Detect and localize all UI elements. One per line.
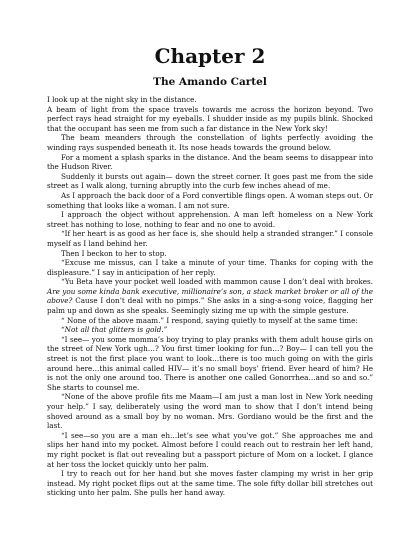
paragraph: “Excuse me missus, can I take a minute of your time. Thanks for coping with the displeasure.” I say in anticipation of her reply. [47, 258, 373, 277]
paragraph: The beam meanders through the constellation of lights perfectly avoiding the winding rays suspended beneath it. Its nose heads towards the ground below. [47, 133, 373, 152]
paragraph: “None of the above profile fits me Maam—I am just a man lost in New York needing your help.” I say, deliberately using the word man to show that I don’t intend being shoved around as a small boy by no woman. Mrs. Gordiano would be the first and the last. [47, 392, 373, 431]
paragraph: I try to reach out for her hand but she moves faster clamping my wrist in her grip instead. My right pocket flips out at the same time. The sole fifty dollar bill stretches out sticking unto her palm. She pulls her hand away. [47, 469, 373, 498]
paragraph-text: Cause I don’t deal with no pimps.” She asks in a sing-a-song voice, flagging her palm up and down as she speaks. Seemingly sizing me up with the simple gesture. [47, 296, 373, 316]
paragraph: Then I beckon to her to stop. [61, 248, 167, 258]
paragraph: “ None of the above maam.” I respond, saying quietly to myself at the same time: [61, 315, 358, 325]
chapter-title: Chapter 2 [154, 44, 266, 68]
paragraph: I approach the object without apprehension. A man left homeless on a New York street has nothing to lose, nothing to fear and no one to avoid. [47, 210, 373, 229]
paragraph: A beam of light from the space travels towards me across the horizon beyond. Two perfect rays head straight for my eyeballs. I shudder inside as my pupils blink. Shocked that the occupant has seen me from such a far distance in the New York sky! [47, 104, 373, 133]
paragraph: “If her heart is as good as her face is, she should help a stranded stranger.” I console myself as I land behind her. [47, 229, 373, 248]
paragraph: For a moment a splash sparks in the distance. And the beam seems to disappear into the Hudson River. [47, 152, 373, 172]
paragraph: I look up at the night sky in the distance. [47, 95, 197, 104]
paragraph-italic-text: Are you some kinda bank executive, millionaire’s son, a stack market broker or all of the above? [47, 286, 373, 306]
paragraph: As I approach the back door of a Ford convertible flings open. A woman steps out. Or something that looks like a woman. I am not sure. [47, 190, 373, 210]
chapter-subtitle: The Amando Cartel [153, 76, 267, 88]
paragraph: Suddenly it bursts out again— down the street corner. It goes past me from the side street as I walk along, turning abruptly into the curb few inches ahead of me. [47, 171, 373, 191]
paragraph: “I see—so you are a man eh…let’s see what you’ve got.” She approaches me and slips her hand into my pocket. Almost before I could reach out to restrain her left hand, my right pocket is flat out revealing but a passport picture of Mom on a locket. I glance at her toss the locket quickly unto her palm. [47, 430, 373, 469]
paragraph [47, 277, 373, 315]
chapter-body [47, 95, 373, 498]
paragraph: “I see— you some momma’s boy trying to play pranks with them adult house girls on the street of New York ugh…? You first timer looking for fun…? Boy— I can tell you the street is not the first place you want to look…there is too much going on with the girls around here…this animal called HIV— it’s no small boys’ friend. Ever heard of him? He is not the only one around too. There is another one called Gonorrhea…and so and so.” She starts to counsel me. [47, 334, 373, 392]
quote-line: “Not all that glitters is gold.” [61, 325, 168, 335]
paragraph-text: “Yu Beta have your pocket well loaded with mammon cause I don’t deal with brokes. [61, 277, 373, 287]
